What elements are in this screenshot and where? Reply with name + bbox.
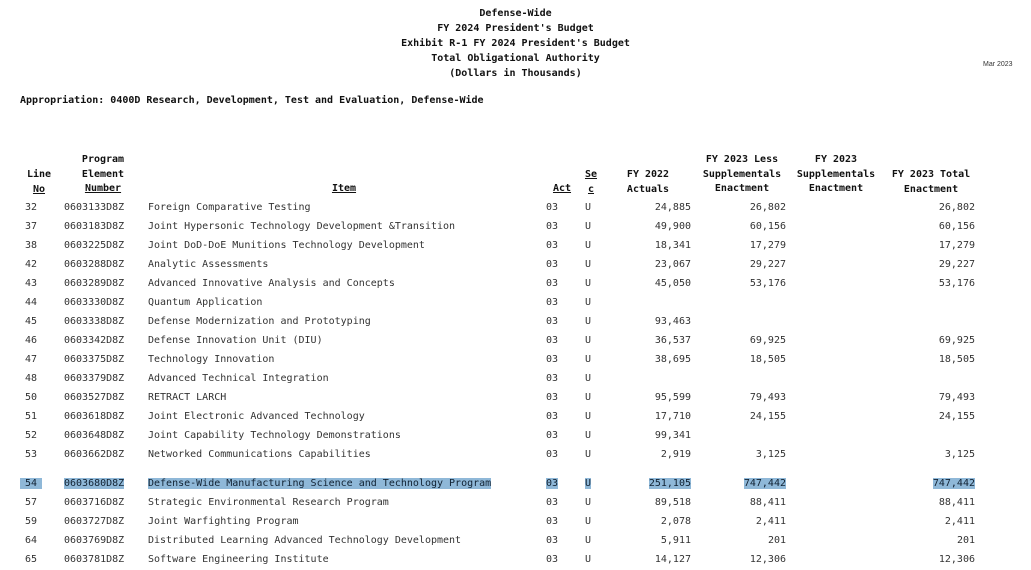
cell-fy2023-less: 18,505 <box>749 354 786 365</box>
col-header-fy2023-less: FY 2023 Less Supplementals Enactment <box>702 154 782 194</box>
cell-item: Analytic Assessments <box>148 259 269 270</box>
cell-item: Joint Hypersonic Technology Development &Transition <box>148 221 456 232</box>
cell-item: Joint DoD-DoE Munitions Technology Development <box>148 240 425 251</box>
cell-fy2022: 45,050 <box>654 278 691 289</box>
cell-line: 42 <box>24 259 38 270</box>
cell-pe-number: 0603338D8Z <box>64 316 125 327</box>
cell-fy2022: 251,105 <box>648 478 691 489</box>
appropriation-label: Appropriation: 0400D Research, Development, Test and Evaluation, Defense-Wide <box>20 95 484 106</box>
cell-sec: U <box>585 259 592 270</box>
cell-pe-number: 0603375D8Z <box>64 354 125 365</box>
table-row <box>0 237 1031 256</box>
cell-line: 50 <box>24 392 38 403</box>
cell-item: Foreign Comparative Testing <box>148 202 311 213</box>
cell-pe-number: 0603769D8Z <box>64 535 125 546</box>
cell-act: 03 <box>546 516 559 527</box>
cell-sec: U <box>585 221 592 232</box>
cell-fy2023-total: 18,505 <box>938 354 975 365</box>
col-header-fy2023-total: FY 2023 Total Enactment <box>891 169 971 195</box>
cell-line: 46 <box>24 335 38 346</box>
cell-fy2022: 18,341 <box>654 240 691 251</box>
cell-pe-number: 0603330D8Z <box>64 297 125 308</box>
cell-item: Advanced Innovative Analysis and Concepts <box>148 278 395 289</box>
cell-pe-number: 0603648D8Z <box>64 430 125 441</box>
cell-sec: U <box>585 335 592 346</box>
cell-line: 64 <box>24 535 38 546</box>
cell-fy2023-total: 12,306 <box>938 554 975 565</box>
cell-pe-number: 0603183D8Z <box>64 221 125 232</box>
cell-item: Joint Capability Technology Demonstrations <box>148 430 401 441</box>
table-row <box>0 256 1031 275</box>
cell-act: 03 <box>546 278 559 289</box>
cell-act: 03 <box>546 221 559 232</box>
cell-act: 03 <box>546 554 559 565</box>
cell-fy2023-total: 53,176 <box>938 278 975 289</box>
cell-sec: U <box>585 354 592 365</box>
cell-act: 03 <box>546 240 559 251</box>
col-header-sec: Se c <box>584 169 598 195</box>
cell-line: 44 <box>24 297 38 308</box>
cell-act: 03 <box>546 335 559 346</box>
table-row <box>0 199 1031 218</box>
cell-fy2022: 14,127 <box>654 554 691 565</box>
cell-item: Quantum Application <box>148 297 263 308</box>
table-row <box>0 218 1031 237</box>
cell-item: Technology Innovation <box>148 354 275 365</box>
cell-sec: U <box>585 297 592 308</box>
cell-fy2023-less: 747,442 <box>743 478 786 489</box>
cell-line: 53 <box>24 449 38 460</box>
cell-act: 03 <box>546 297 559 308</box>
table-row <box>0 475 1031 494</box>
budget-table <box>0 199 1031 570</box>
table-row <box>0 494 1031 513</box>
cell-fy2023-less: 2,411 <box>755 516 786 527</box>
cell-fy2022: 99,341 <box>654 430 691 441</box>
col-header-fy2022: FY 2022 Actuals <box>626 169 670 195</box>
cell-act: 03 <box>546 430 559 441</box>
cell-line: 38 <box>24 240 38 251</box>
table-row <box>0 389 1031 408</box>
cell-act: 03 <box>546 497 559 508</box>
cell-fy2023-less: 26,802 <box>749 202 786 213</box>
cell-pe-number: 0603618D8Z <box>64 411 125 422</box>
cell-fy2023-total: 29,227 <box>938 259 975 270</box>
cell-fy2023-total: 60,156 <box>938 221 975 232</box>
table-row <box>0 551 1031 570</box>
cell-sec: U <box>585 516 592 527</box>
cell-fy2023-total: 24,155 <box>938 411 975 422</box>
cell-sec: U <box>585 202 592 213</box>
cell-sec: U <box>585 449 592 460</box>
cell-line: 32 <box>24 202 38 213</box>
table-row <box>0 532 1031 551</box>
cell-pe-number: 0603781D8Z <box>64 554 125 565</box>
cell-line: 52 <box>24 430 38 441</box>
cell-fy2023-less: 69,925 <box>749 335 786 346</box>
cell-fy2022: 95,599 <box>654 392 691 403</box>
cell-fy2022: 38,695 <box>654 354 691 365</box>
cell-fy2023-total: 17,279 <box>938 240 975 251</box>
cell-fy2023-total: 26,802 <box>938 202 975 213</box>
cell-fy2023-total: 88,411 <box>938 497 975 508</box>
cell-fy2023-less: 24,155 <box>749 411 786 422</box>
report-title-budget: FY 2024 President's Budget <box>437 23 594 34</box>
col-header-pe: Program Element Number <box>81 154 125 194</box>
cell-sec: U <box>585 430 592 441</box>
table-row <box>0 332 1031 351</box>
table-row <box>0 370 1031 389</box>
cell-fy2022: 36,537 <box>654 335 691 346</box>
cell-act: 03 <box>546 259 559 270</box>
cell-fy2022: 49,900 <box>654 221 691 232</box>
cell-line: 45 <box>24 316 38 327</box>
cell-fy2022: 5,911 <box>660 535 691 546</box>
cell-fy2023-total: 3,125 <box>944 449 975 460</box>
cell-act: 03 <box>546 202 559 213</box>
cell-fy2022: 17,710 <box>654 411 691 422</box>
cell-line: 43 <box>24 278 38 289</box>
report-title-org: Defense-Wide <box>479 8 552 19</box>
cell-fy2023-total: 2,411 <box>944 516 975 527</box>
cell-fy2023-less: 60,156 <box>749 221 786 232</box>
report-title-authority: Total Obligational Authority <box>431 53 600 64</box>
cell-pe-number: 0603379D8Z <box>64 373 125 384</box>
cell-pe-number: 0603225D8Z <box>64 240 125 251</box>
cell-fy2023-less: 29,227 <box>749 259 786 270</box>
cell-pe-number: 0603662D8Z <box>64 449 125 460</box>
cell-item: Advanced Technical Integration <box>148 373 329 384</box>
cell-fy2023-total: 201 <box>956 535 975 546</box>
cell-line: 59 <box>24 516 38 527</box>
cell-act: 03 <box>546 392 559 403</box>
cell-pe-number: 0603727D8Z <box>64 516 125 527</box>
cell-item: Strategic Environmental Research Program <box>148 497 389 508</box>
col-header-act: Act <box>552 183 572 194</box>
cell-line: 54 <box>20 478 42 489</box>
cell-pe-number: 0603716D8Z <box>64 497 125 508</box>
cell-pe-number: 0603342D8Z <box>64 335 125 346</box>
table-row <box>0 294 1031 313</box>
report-date: Mar 2023 <box>983 61 1013 68</box>
cell-fy2023-less: 79,493 <box>749 392 786 403</box>
cell-item: Defense Innovation Unit (DIU) <box>148 335 323 346</box>
cell-sec: U <box>585 373 592 384</box>
cell-sec: U <box>585 278 592 289</box>
cell-item: Software Engineering Institute <box>148 554 329 565</box>
col-header-fy2023-supp: FY 2023 Supplementals Enactment <box>796 154 876 194</box>
table-row <box>0 427 1031 446</box>
cell-line: 57 <box>24 497 38 508</box>
cell-line: 51 <box>24 411 38 422</box>
cell-fy2022: 2,078 <box>660 516 691 527</box>
cell-sec: U <box>585 392 592 403</box>
cell-pe-number: 0603133D8Z <box>64 202 125 213</box>
col-header-line: Line No <box>26 169 52 195</box>
cell-fy2023-less: 17,279 <box>749 240 786 251</box>
report-title-units: (Dollars in Thousands) <box>449 68 582 79</box>
table-row <box>0 513 1031 532</box>
cell-sec: U <box>585 316 592 327</box>
cell-item: Distributed Learning Advanced Technology Development <box>148 535 462 546</box>
cell-act: 03 <box>546 449 559 460</box>
cell-pe-number: 0603289D8Z <box>64 278 125 289</box>
cell-fy2022: 93,463 <box>654 316 691 327</box>
cell-item: Joint Electronic Advanced Technology <box>148 411 365 422</box>
cell-line: 47 <box>24 354 38 365</box>
cell-item: Joint Warfighting Program <box>148 516 299 527</box>
cell-fy2023-less: 201 <box>767 535 786 546</box>
cell-item: Defense Modernization and Prototyping <box>148 316 371 327</box>
cell-fy2022: 2,919 <box>660 449 691 460</box>
cell-act: 03 <box>546 316 559 327</box>
cell-sec: U <box>585 535 592 546</box>
cell-sec: U <box>585 240 592 251</box>
table-row <box>0 313 1031 332</box>
table-row <box>0 446 1031 465</box>
cell-fy2023-total: 747,442 <box>932 478 975 489</box>
table-row <box>0 275 1031 294</box>
cell-act: 03 <box>546 354 559 365</box>
cell-pe-number: 0603288D8Z <box>64 259 125 270</box>
cell-line: 48 <box>24 373 38 384</box>
cell-sec: U <box>585 478 592 489</box>
cell-fy2022: 24,885 <box>654 202 691 213</box>
cell-pe-number: 0603527D8Z <box>64 392 125 403</box>
cell-item: RETRACT LARCH <box>148 392 227 403</box>
cell-fy2023-less: 88,411 <box>749 497 786 508</box>
cell-fy2022: 23,067 <box>654 259 691 270</box>
cell-fy2022: 89,518 <box>654 497 691 508</box>
cell-act: 03 <box>546 535 559 546</box>
cell-act: 03 <box>546 373 559 384</box>
col-header-item: Item <box>331 183 357 194</box>
cell-act: 03 <box>546 478 559 489</box>
cell-item: Defense-Wide Manufacturing Science and Technology Program <box>148 478 492 489</box>
report-title-exhibit: Exhibit R-1 FY 2024 President's Budget <box>401 38 630 49</box>
cell-pe-number: 0603680D8Z <box>64 478 125 489</box>
cell-fy2023-less: 3,125 <box>755 449 786 460</box>
cell-fy2023-total: 79,493 <box>938 392 975 403</box>
cell-sec: U <box>585 411 592 422</box>
cell-sec: U <box>585 554 592 565</box>
cell-fy2023-total: 69,925 <box>938 335 975 346</box>
cell-sec: U <box>585 497 592 508</box>
cell-fy2023-less: 53,176 <box>749 278 786 289</box>
cell-item: Networked Communications Capabilities <box>148 449 371 460</box>
cell-fy2023-less: 12,306 <box>749 554 786 565</box>
cell-line: 37 <box>24 221 38 232</box>
cell-line: 65 <box>24 554 38 565</box>
cell-act: 03 <box>546 411 559 422</box>
table-row <box>0 351 1031 370</box>
table-row <box>0 408 1031 427</box>
report-header <box>0 6 1031 81</box>
